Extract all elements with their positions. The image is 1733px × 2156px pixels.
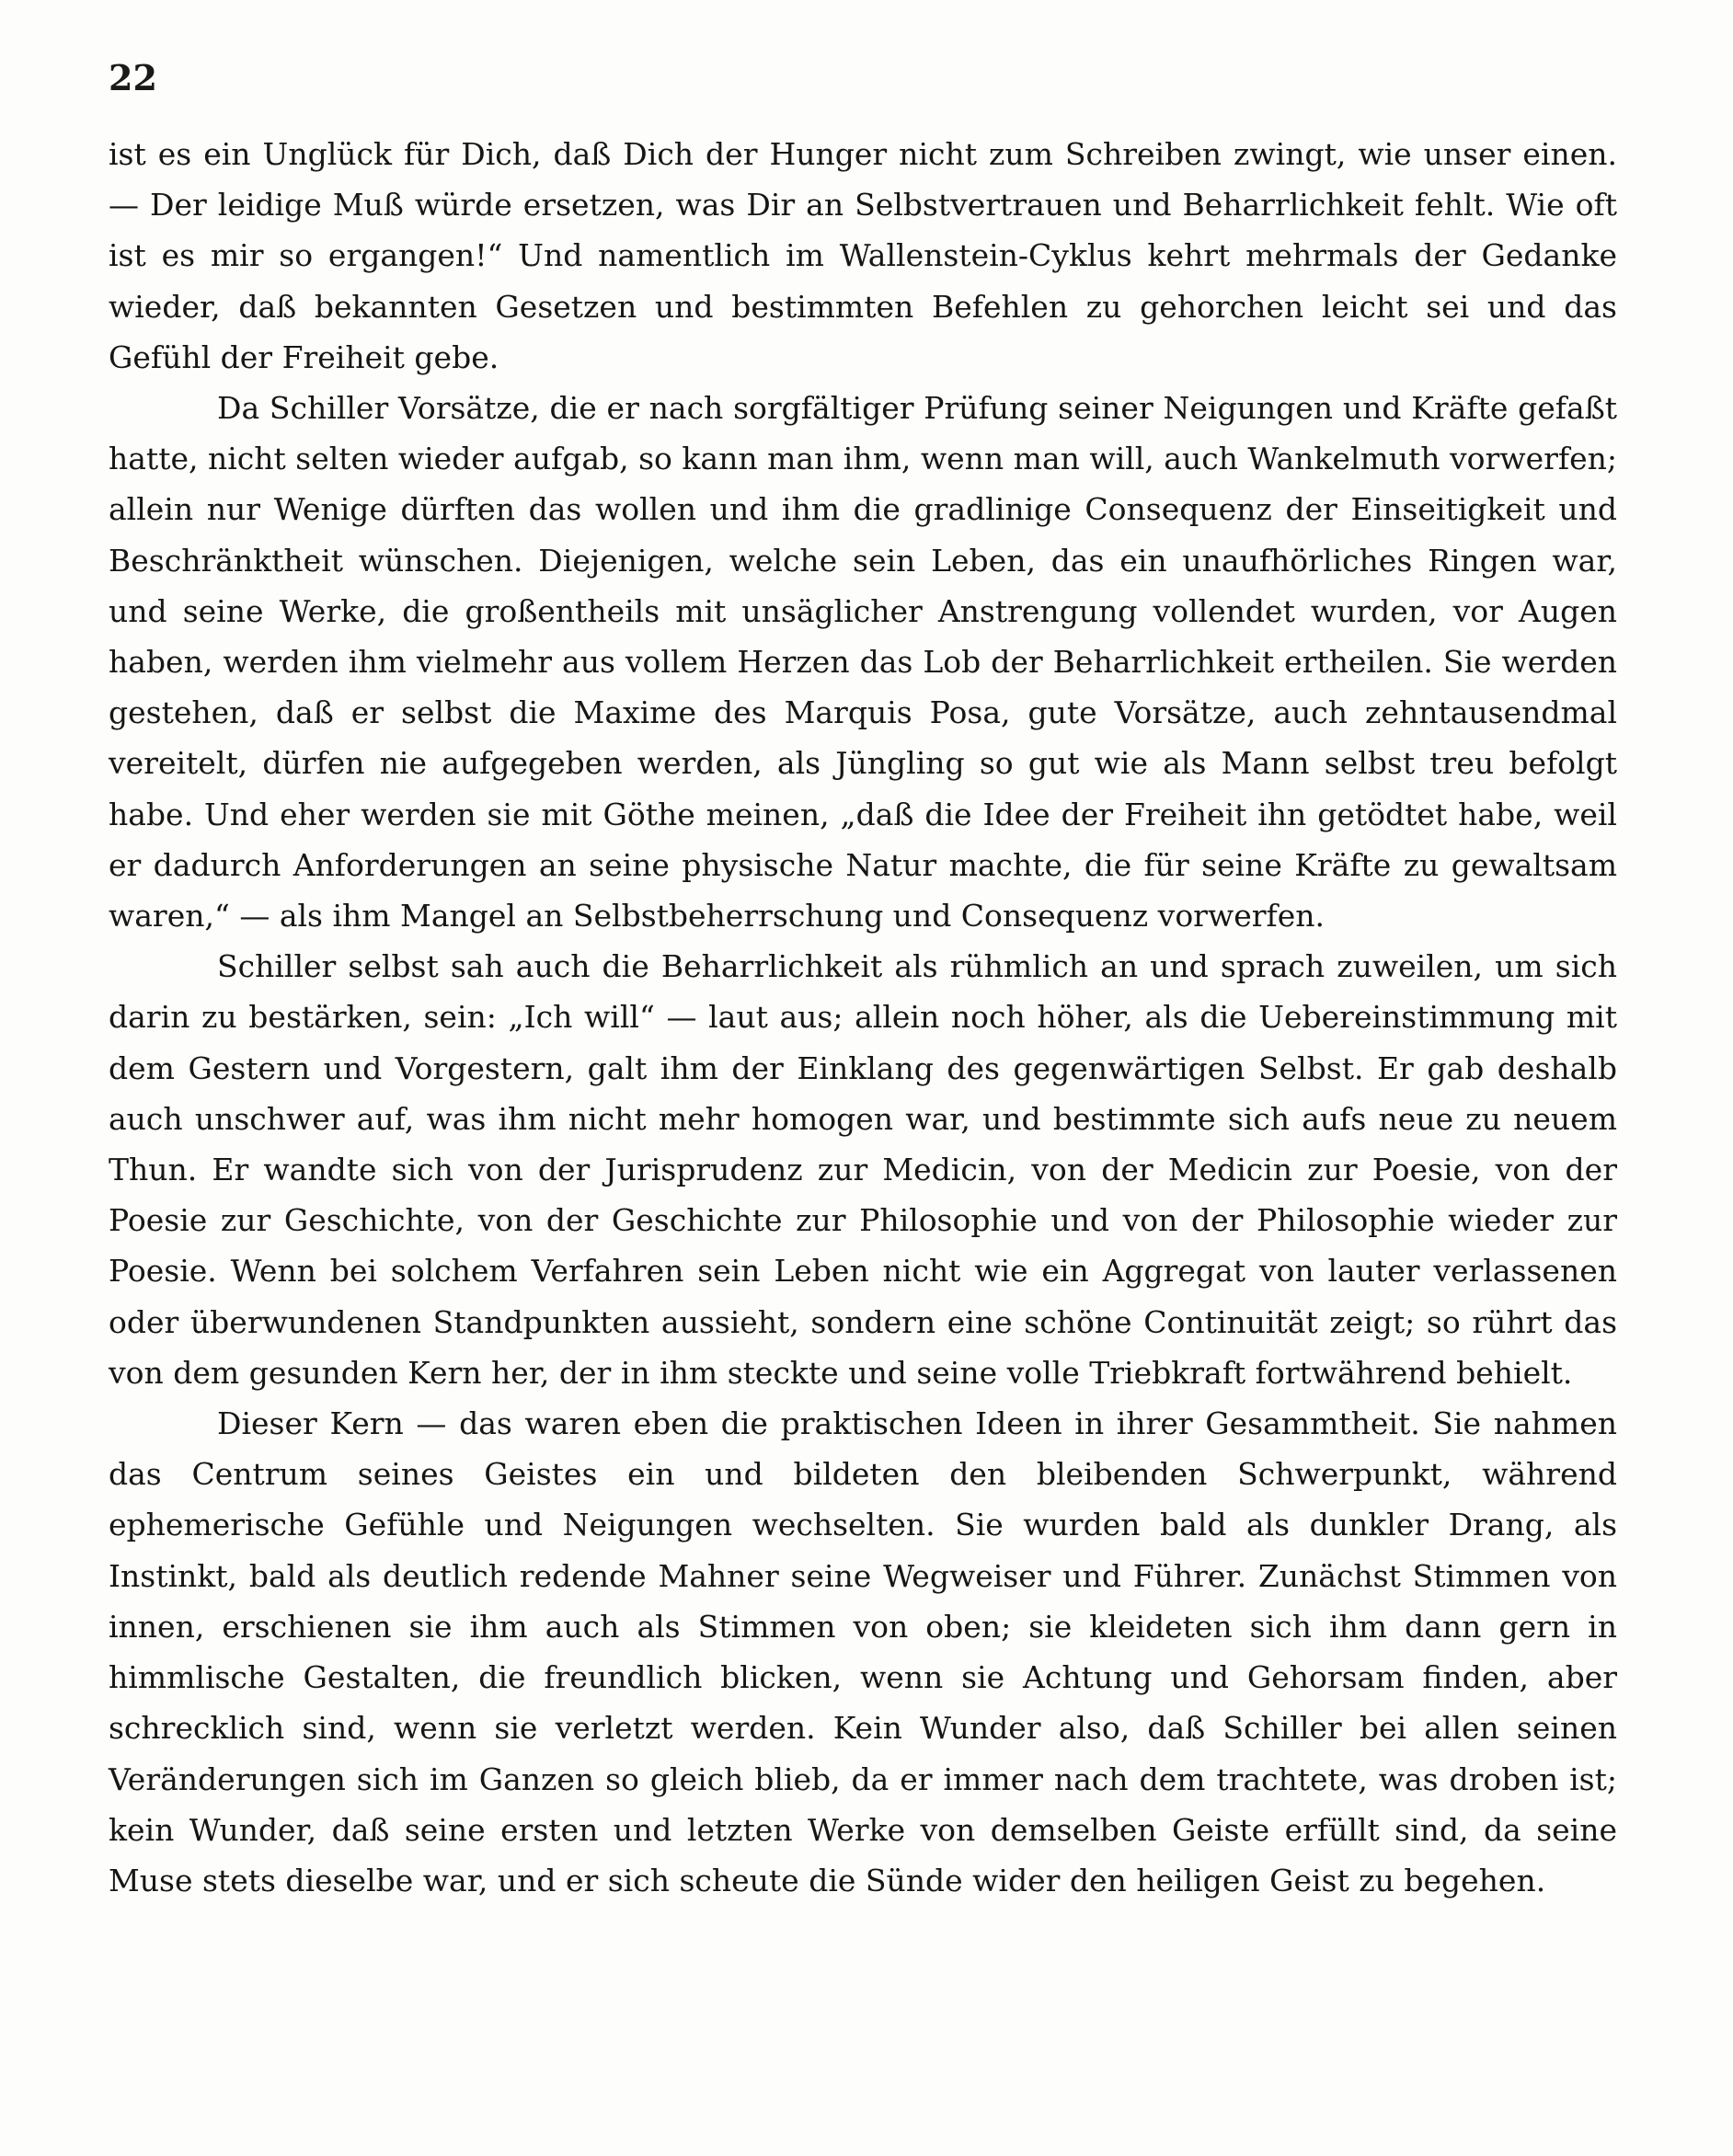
body-text xyxy=(109,129,1617,1906)
page-number: 22 xyxy=(109,57,157,98)
paragraph-4: Dieser Kern — das waren eben die praktischen Ideen in ihrer Gesammtheit. Sie nahmen das Centrum seines Geistes ein und bildeten den bleibenden Schwerpunkt, während ephemerische Gefühle und Neigungen wechselten. Sie wurden bald als dunkler Drang, als Instinkt, bald als deutlich redende Mahner seine Wegweiser und Führer. Zunächst Stimmen von innen, erschienen sie ihm auch als Stimmen von oben; sie kleideten sich ihm dann gern in himmlische Gestalten, die freundlich blicken, wenn sie Achtung und Gehorsam finden, aber schrecklich sind, wenn sie verletzt werden. Kein Wunder also, daß Schiller bei allen seinen Veränderungen sich im Ganzen so gleich blieb, da er immer nach dem trachtete, was droben ist; kein Wunder, daß seine ersten und letzten Werke von demselben Geiste erfüllt sind, da seine Muse stets dieselbe war, und er sich scheute die Sünde wider den heiligen Geist zu begehen. xyxy=(109,1405,1617,1898)
paragraph-1: ist es ein Unglück für Dich, daß Dich der Hunger nicht zum Schreiben zwingt, wie unser einen. — Der leidige Muß würde ersetzen, was Dir an Selbstvertrauen und Beharrlichkeit fehlt. Wie oft ist es mir so ergangen!“ Und namentlich im Wallenstein-Cyklus kehrt mehrmals der Gedanke wieder, daß bekannten Gesetzen und bestimmten Befehlen zu gehorchen leicht sei und das Gefühl der Freiheit gebe. xyxy=(109,136,1617,375)
paragraph-2: Da Schiller Vorsätze, die er nach sorgfältiger Prüfung seiner Neigungen und Kräfte gefaßt hatte, nicht selten wieder aufgab, so kann man ihm, wenn man will, auch Wankelmuth vorwerfen; allein nur Wenige dürften das wollen und ihm die gradlinige Consequenz der Einseitigkeit und Beschränktheit wünschen. Diejenigen, welche sein Leben, das ein unaufhörliches Ringen war, und seine Werke, die großentheils mit unsäglicher Anstrengung vollendet wurden, vor Augen haben, werden ihm vielmehr aus vollem Herzen das Lob der Beharrlichkeit ertheilen. Sie werden gestehen, daß er selbst die Maxime des Marquis Posa, gute Vorsätze, auch zehntausendmal vereitelt, dürfen nie aufgegeben werden, als Jüngling so gut wie als Mann selbst treu befolgt habe. Und eher werden sie mit Göthe meinen, „daß die Idee der Freiheit ihn getödtet habe, weil er dadurch Anforderungen an seine physische Natur machte, die für seine Kräfte zu gewaltsam waren,“ — als ihm Mangel an Selbstbeherrschung und Consequenz vorwerfen. xyxy=(109,390,1617,935)
paragraph-3: Schiller selbst sah auch die Beharrlichkeit als rühmlich an und sprach zuweilen, um sich darin zu bestärken, sein: „Ich will“ — laut aus; allein noch höher, als die Uebereinstimmung mit dem Gestern und Vorgestern, galt ihm der Einklang des gegenwärtigen Selbst. Er gab deshalb auch unschwer auf, was ihm nicht mehr homogen war, und bestimmte sich aufs neue zu neuem Thun. Er wandte sich von der Jurisprudenz zur Medicin, von der Medicin zur Poesie, von der Poesie zur Geschichte, von der Geschichte zur Philosophie und von der Philosophie wieder zur Poesie. Wenn bei solchem Verfahren sein Leben nicht wie ein Aggregat von lauter verlassenen oder überwundenen Standpunkten aussieht, sondern eine schöne Continuität zeigt; so rührt das von dem gesunden Kern her, der in ihm steckte und seine volle Triebkraft fortwährend behielt. xyxy=(109,948,1617,1391)
